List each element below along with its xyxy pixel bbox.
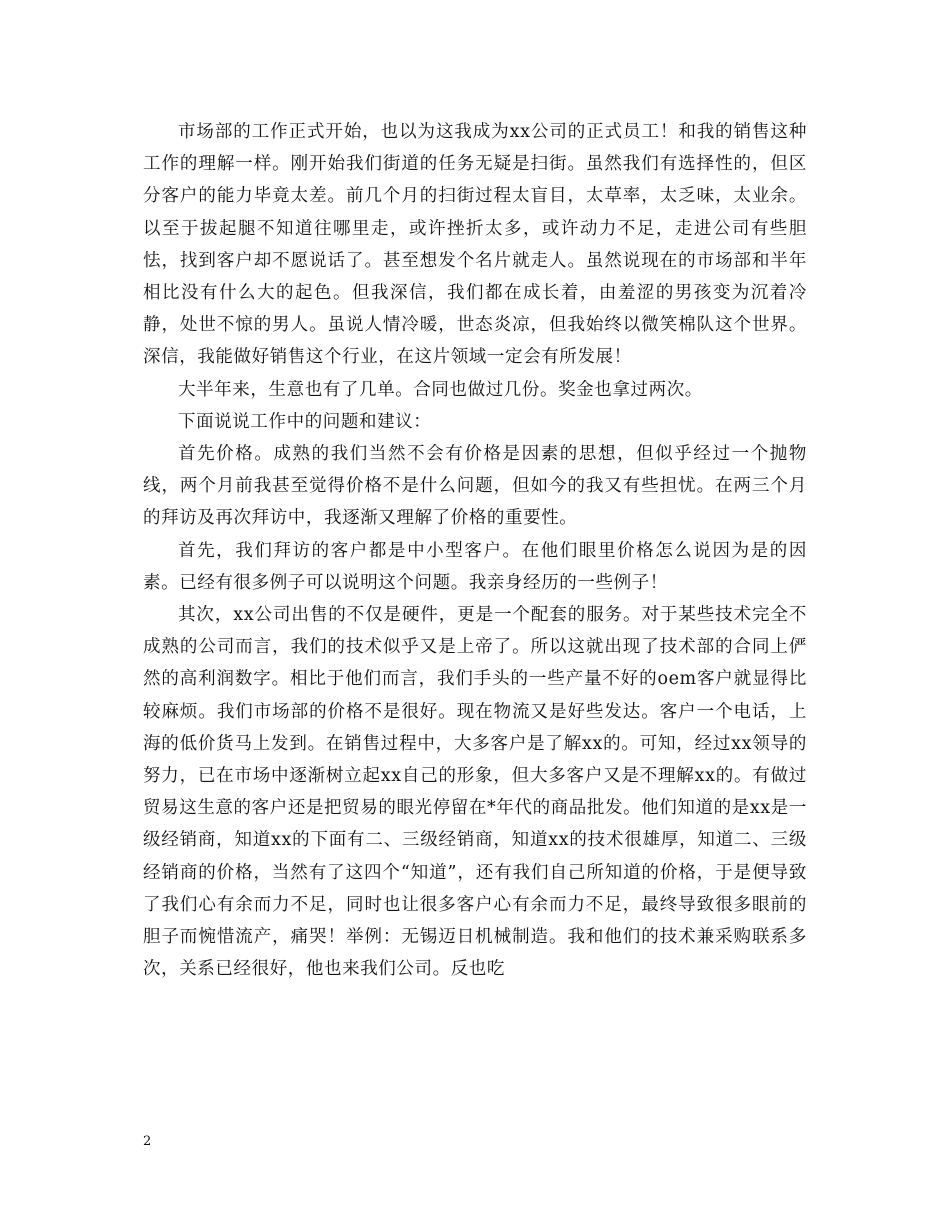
- page-number: 2: [143, 1134, 152, 1149]
- paragraph-price-first: 首先价格。成熟的我们当然不会有价格是因素的思想，但似乎经过一个抛物线，两个月前我甚至觉得价格不是什么问题，但如今的我又有些担忧。在两三个月的拜访及再次拜访中，我逐渐又理解了价格的重要性。: [143, 444, 807, 529]
- paragraph-service-and-pricing: 其次，xx公司出售的不仅是硬件，更是一个配套的服务。对于某些技术完全不成熟的公司而言，我们的技术似乎又是上帝了。所以这就出现了技术部的合同上俨然的高利润数字。相比于他们而言，我们手头的一些产量不好的oem客户就显得比较麻烦。我们市场部的价格不是很好。现在物流又是好些发达。客户一个电话，上海的低价货马上发到。在销售过程中，大多客户是了解xx的。可知，经过xx领导的努力，已在市场中逐渐树立起xx自己的形象，但大多客户又是不理解xx的。有做过贸易这生意的客户还是把贸易的眼光停留在*年代的商品批发。他们知道的是xx是一级经销商，知道xx的下面有二、三级经销商，知道xx的技术很雄厚，知道二、三级经销商的价格，当然有了这四个“知道”，还有我们自己所知道的价格，于是便导致了我们心有余而力不足，同时也让很多客户心有余而力不足，最终导致很多眼前的胆子而惋惜流产，痛哭！举例：无锡迈日机械制造。我和他们的技术兼采购联系多次，关系已经很好，他也来我们公司。反也吃: [143, 605, 807, 980]
- paragraph-market-department: 市场部的工作正式开始，也以为这我成为xx公司的正式员工！和我的销售这种工作的理解一样。刚开始我们街道的任务无疑是扫街。虽然我们有选择性的，但区分客户的能力毕竟太差。前几个月的扫街过程太盲目，太草率，太乏味，太业余。以至于拔起腿不知道往哪里走，或许挫折太多，或许动力不足，走进公司有些胆怯，找到客户却不愿说话了。甚至想发个名片就走人。虽然说现在的市场部和半年相比没有什么大的起色。但我深信，我们都在成长着，由羞涩的男孩变为沉着冷静，处世不惊的男人。虽说人情冷暖，世态炎凉，但我始终以微笑棉队这个世界。深信，我能做好销售这个行业，在这片领域一定会有所发展！: [143, 122, 807, 368]
- document-body: [143, 116, 807, 985]
- paragraph-problems-intro: 下面说说工作中的问题和建议：: [178, 411, 432, 432]
- paragraph-small-clients: 首先，我们拜访的客户都是中小型客户。在他们眼里价格怎么说因为是的因素。已经有很多例子可以说明这个问题。我亲身经历的一些例子！: [143, 540, 807, 593]
- paragraph-half-year-summary: 大半年来，生意也有了几单。合同也做过几份。奖金也拿过两次。: [178, 379, 703, 400]
